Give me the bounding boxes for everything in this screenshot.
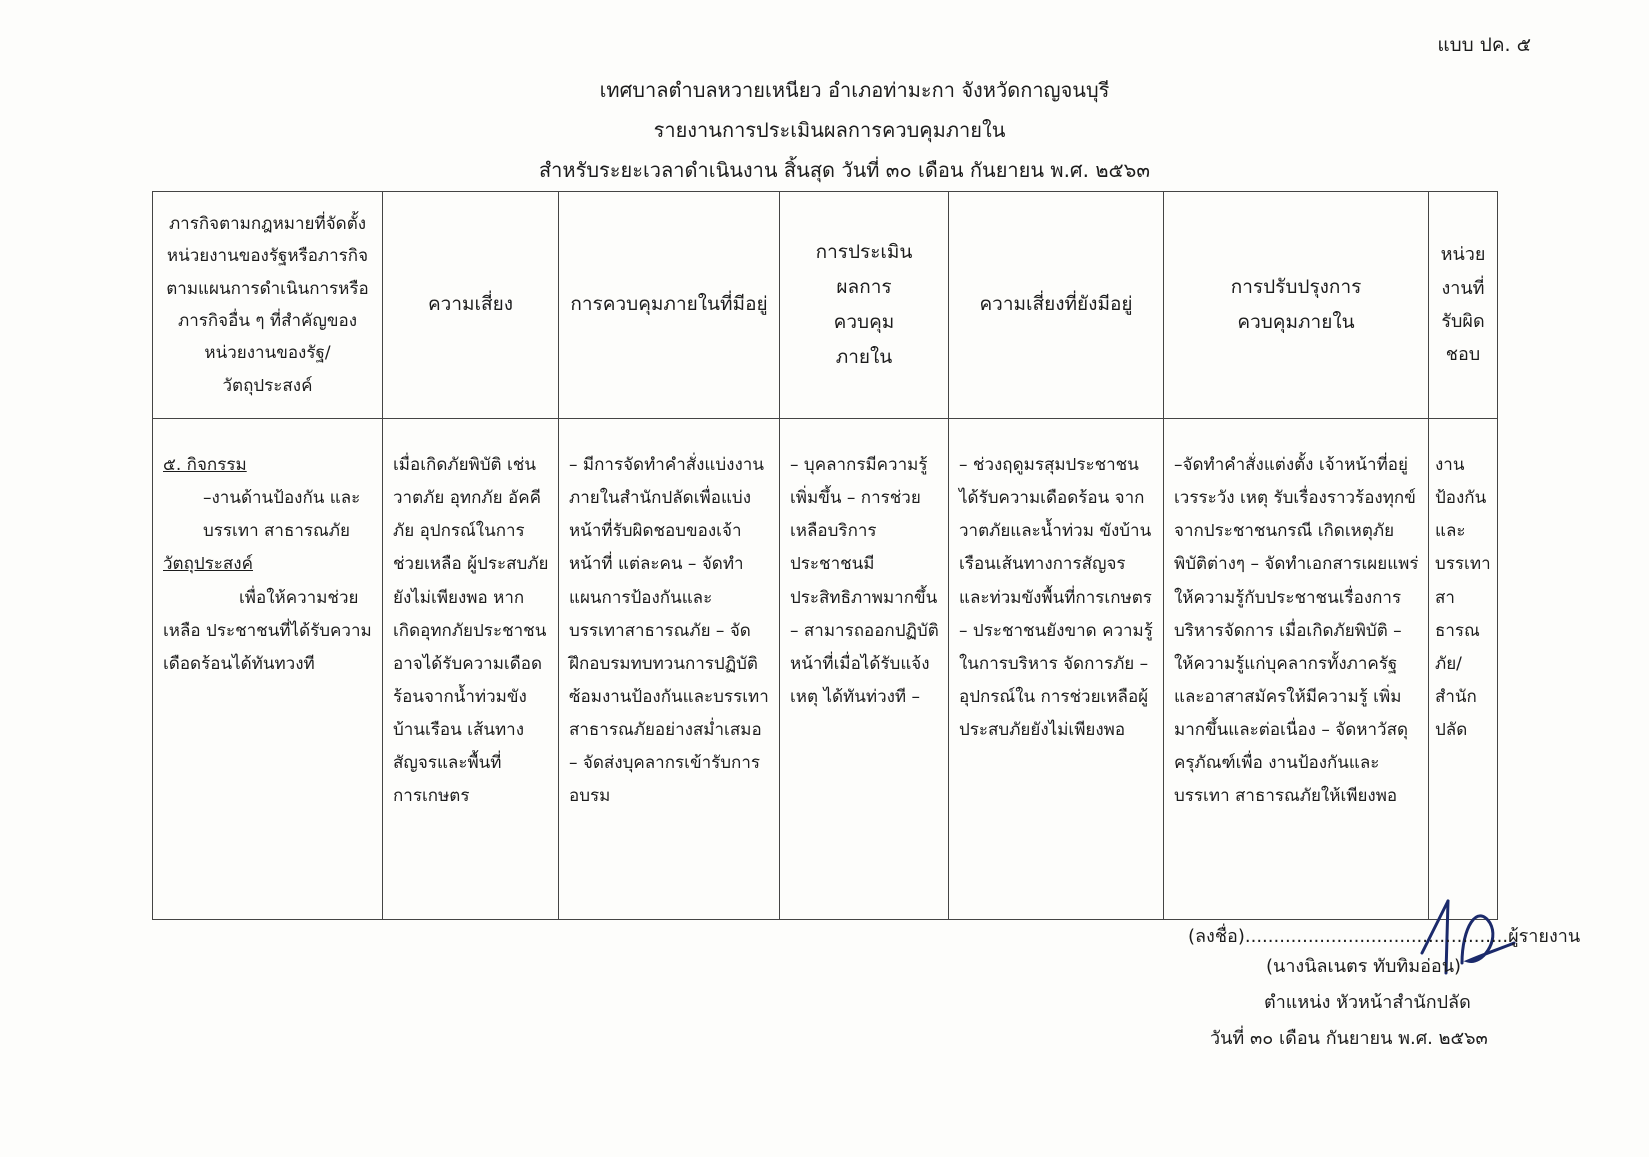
header-organization: เทศบาลตำบลหวายเหนียว อำเภอท่ามะกา จังหวัดกาญจนบุรี [599,78,1110,102]
activity-number: ๕. กิจกรรม [163,455,247,475]
header-report-title: รายงานการประเมินผลการควบคุมภายใน [653,118,1006,142]
form-code: แบบ ปค. ๕ [1437,34,1531,56]
header-remaining-risk: ความเสี่ยงที่ยังมีอยู่ [949,192,1164,419]
table-row [153,419,1498,920]
header-risk: ความเสี่ยง [383,192,559,419]
header-period: สำหรับระยะเวลาดำเนินงาน สิ้นสุด วันที่ ๓๐ เดือน กันยายน พ.ศ. ๒๕๖๓ [538,158,1151,182]
evaluation-table [152,191,1498,920]
reporter-name: (นางนิลเนตร ทับทิมอ่อน) [1266,956,1462,977]
cell-improvement: –จัดทำคำสั่งแต่งตั้ง เจ้าหน้าที่อยู่เวรระวัง เหตุ รับเรื่องราวร้องทุกข์จากประชาชนกรณี เกิดเหตุภัยพิบัติต่างๆ – จัดทำเอกสารเผยแพร่ ให้ความรู้กับประชาชนเรื่องการบริหารจัดการ เมื่อเกิดภัยพิบัติ – ให้ความรู้แก่บุคลากรทั้งภาครัฐและอาสาสมัครให้มีความรู้ เพิ่มมากขึ้นและต่อเนื่อง – จัดหาวัสดุครุภัณฑ์เพื่อ งานป้องกันและบรรเทา สาธารณภัยให้เพียงพอ [1164,419,1429,920]
activity-name: –งานด้านป้องกัน และบรรเทา สาธารณภัย [203,488,361,542]
cell-remaining-risk: – ช่วงฤดูมรสุมประชาชนได้รับความเดือดร้อน จากวาตภัยและน้ำท่วม ขังบ้านเรือนเส้นทางการสัญจรและท่วมขังพื้นที่การเกษตร – ประชาชนยังขาด ความรู้ในการบริหาร จัดการภัย – อุปกรณ์ใน การช่วยเหลือผู้ประสบภัยยังไม่เพียงพอ [949,419,1164,920]
sign-label: (ลงชื่อ)..............................................ผู้รายงาน [1188,926,1581,947]
cell-risk: เมื่อเกิดภัยพิบัติ เช่น วาตภัย อุทกภัย อัคคีภัย อุปกรณ์ในการช่วยเหลือ ผู้ประสบภัยยังไม่เพียงพอ หากเกิดอุทกภัยประชาชนอาจได้รับความเดือดร้อนจากน้ำท่วมขังบ้านเรือน เส้นทางสัญจรและพื้นที่ การเกษตร [383,419,559,920]
document-header [0,70,1649,190]
header-evaluation: การประเมินผลการควบคุมภายใน [780,192,949,419]
cell-mission [153,419,383,920]
objective-label: วัตถุประสงค์ [163,554,253,575]
cell-evaluation: – บุคลากรมีความรู้เพิ่มขึ้น – การช่วยเหลือบริการ ประชาชนมีประสิทธิภาพมากขึ้น – สามารถออกปฏิบัติ หน้าที่เมื่อได้รับแจ้งเหตุ ได้ทันท่วงที – [780,419,949,920]
header-responsible-unit: หน่วยงานที่รับผิดชอบ [1429,192,1498,419]
cell-responsible-unit: งานป้องกัน และ บรรเทาสา ธารณภัย/สำนักปลัด [1429,419,1498,920]
cell-existing-control: – มีการจัดทำคำสั่งแบ่งงานภายในสำนักปลัดเพื่อแบ่งหน้าที่รับผิดชอบของเจ้าหน้าที่ แต่ละคน – จัดทำแผนการป้องกันและ บรรเทาสาธารณภัย – จัดฝึกอบรมทบทวนการปฏิบัติซ้อมงานป้องกันและบรรเทา สาธารณภัยอย่างสม่ำเสมอ – จัดส่งบุคลากรเข้ารับการอบรม [559,419,780,920]
header-existing-control: การควบคุมภายในที่มีอยู่ [559,192,780,419]
table-header-row [153,192,1498,419]
header-improvement: การปรับปรุงการควบคุมภายใน [1164,192,1429,419]
objective-text: เพื่อให้ความช่วยเหลือ ประชาชนที่ได้รับความเดือดร้อนได้ทันทวงที [163,587,372,674]
reporter-position: ตำแหน่ง หัวหน้าสำนักปลัด [1264,992,1471,1013]
header-mission: ภารกิจตามกฎหมายที่จัดตั้งหน่วยงานของรัฐหรือภารกิจตามแผนการดำเนินการหรือภารกิจอื่น ๆ ที่สำคัญของหน่วยงานของรัฐ/วัตถุประสงค์ [153,192,383,419]
report-date: วันที่ ๓๐ เดือน กันยายน พ.ศ. ๒๕๖๓ [1210,1028,1488,1049]
